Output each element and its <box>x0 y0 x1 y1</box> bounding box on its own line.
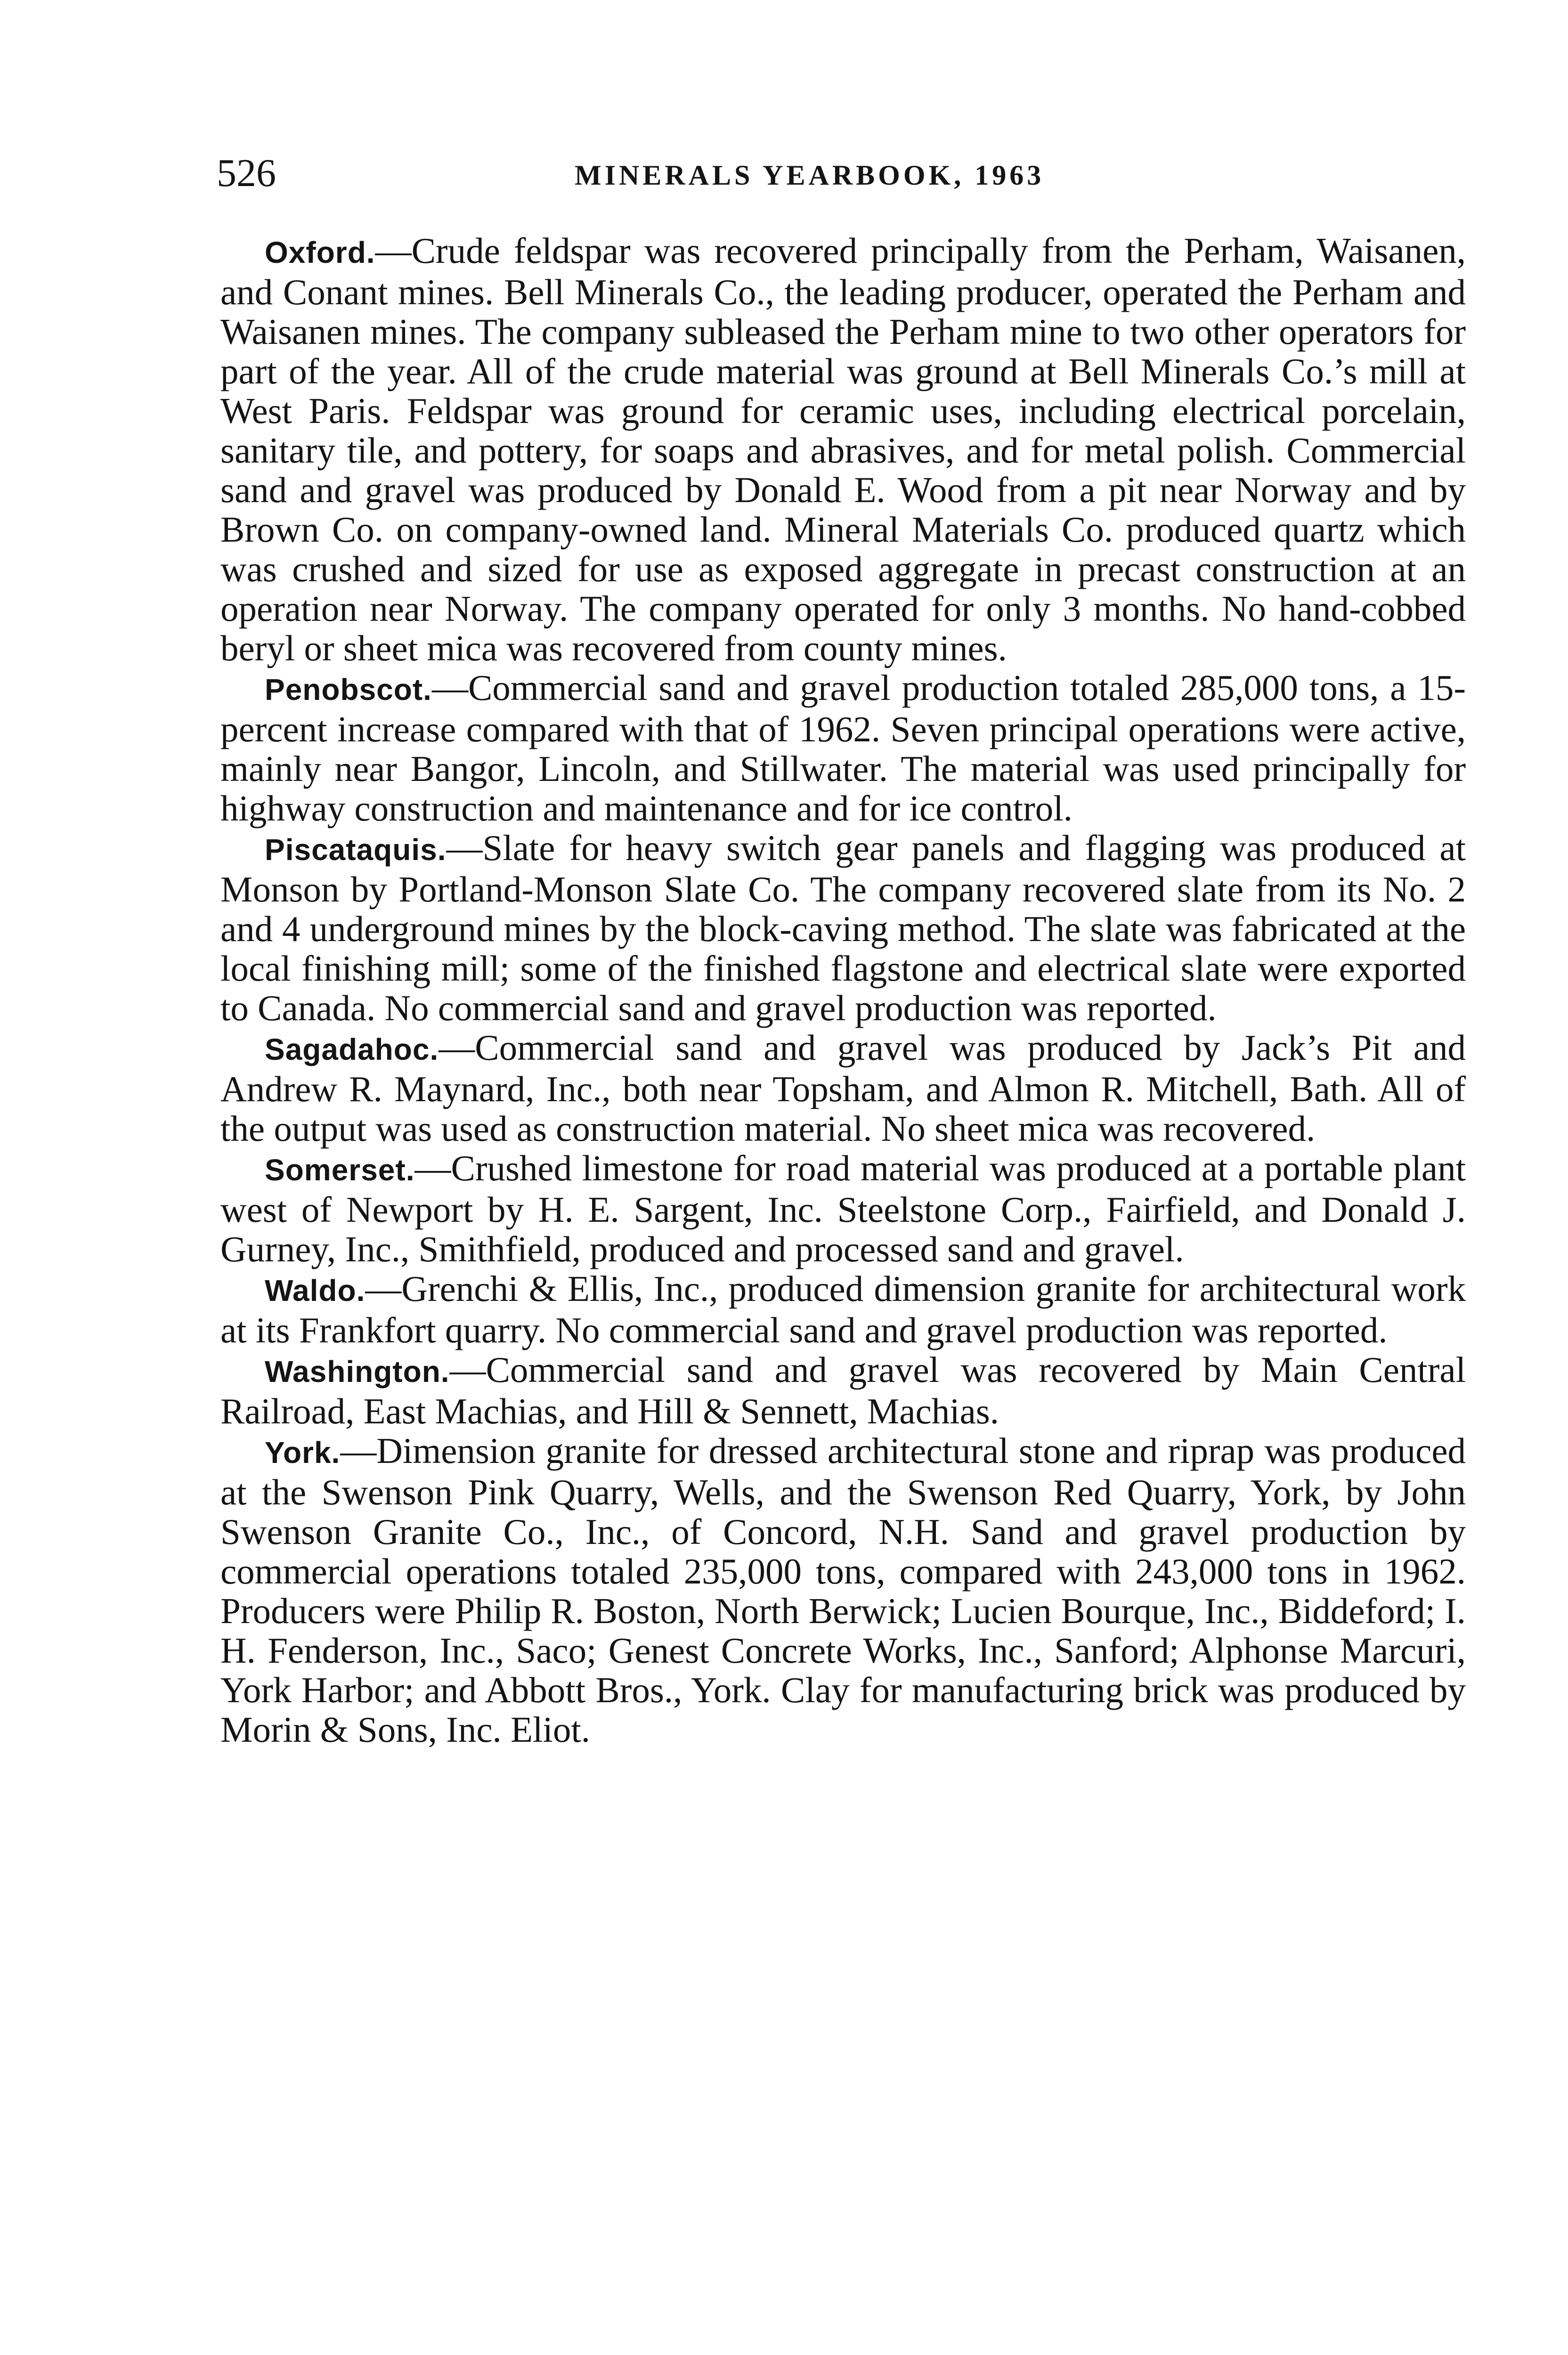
paragraph-text-york: —Dimension granite for dressed architectural stone and riprap was produced at the Swenson Pink Quarry, Wells, and the Swenson Red Quarry, York, by John Swenson Granite Co., Inc., of Concord, N.H. Sand and gravel production by commercial operations totaled 235,000 tons, compared with 243,000 tons in 1962. Producers were Philip R. Boston, North Berwick; Lucien Bourque, Inc., Biddeford; I. H. Fenderson, Inc., Saco; Genest Concrete Works, Inc., Sanford; Alphonse Marcuri, York Harbor; and Abbott Bros., York. Clay for manufacturing brick was produced by Morin & Sons, Inc. Eliot. <box>220 1430 1466 1750</box>
paragraph-waldo <box>220 1269 1466 1350</box>
running-title: MINERALS YEARBOOK, 1963 <box>575 160 1045 191</box>
paragraph-piscataquis <box>220 828 1466 1028</box>
paragraph-washington <box>220 1350 1466 1431</box>
county-heading-washington: Washington. <box>265 1355 450 1389</box>
running-head <box>217 150 1465 202</box>
paragraph-somerset <box>220 1148 1466 1269</box>
county-heading-penobscot: Penobscot. <box>265 673 432 706</box>
paragraph-text-sagadahoc: —Commercial sand and gravel was produced by Jack’s Pit and Andrew R. Maynard, Inc., both near Topsham, and Almon R. Mitchell, Bath. All of the output was used as construction material. No sheet mica was recovered. <box>220 1027 1466 1149</box>
county-heading-piscataquis: Piscataquis. <box>265 833 447 867</box>
county-heading-somerset: Somerset. <box>265 1153 415 1187</box>
paragraph-text-penobscot: —Commercial sand and gravel production totaled 285,000 tons, a 15-percent increase compared with that of 1962. Seven principal operations were active, mainly near Bangor, Lincoln, and Stillwater. The material was used principally for highway construction and maintenance and for ice control. <box>220 667 1466 828</box>
county-heading-oxford: Oxford. <box>265 236 375 269</box>
paragraph-text-somerset: —Crushed limestone for road material was produced at a portable plant west of Newport by H. E. Sargent, Inc. Steelstone Corp., Fairfield, and Donald J. Gurney, Inc., Smithfield, produced and processed sand and gravel. <box>220 1148 1466 1269</box>
paragraph-sagadahoc <box>220 1028 1466 1148</box>
body-text <box>220 231 1466 1749</box>
county-heading-york: York. <box>265 1436 341 1470</box>
paragraph-york <box>220 1431 1466 1749</box>
paragraph-text-oxford: —Crude feldspar was recovered principally from the Perham, Waisanen, and Conant mines. Bell Minerals Co., the leading producer, operated the Perham and Waisanen mines. The company subleased the Perham mine to two other operators for part of the year. All of the crude material was ground at Bell Minerals Co.’s mill at West Paris. Feldspar was ground for ceramic uses, including electrical porcelain, sanitary tile, and pottery, for soaps and abrasives, and for metal polish. Commercial sand and gravel was produced by Donald E. Wood from a pit near Norway and by Brown Co. on company-owned land. Mineral Materials Co. produced quartz which was crushed and sized for use as exposed aggregate in precast construction at an operation near Norway. The company operated for only 3 months. No hand-cobbed beryl or sheet mica was recovered from county mines. <box>220 230 1466 668</box>
paragraph-oxford <box>220 231 1466 668</box>
county-heading-waldo: Waldo. <box>265 1274 366 1307</box>
county-heading-sagadahoc: Sagadahoc. <box>265 1032 439 1066</box>
paragraph-text-piscataquis: —Slate for heavy switch gear panels and flagging was produced at Monson by Portland-Monson Slate Co. The company recovered slate from its No. 2 and 4 underground mines by the block-caving method. The slate was fabricated at the local finishing mill; some of the finished flagstone and electrical slate were exported to Canada. No commercial sand and gravel production was reported. <box>220 828 1466 1028</box>
paragraph-text-washington: —Commercial sand and gravel was recovered by Main Central Railroad, East Machias, and Hill & Sennett, Machias. <box>220 1349 1466 1431</box>
paragraph-text-waldo: —Grenchi & Ellis, Inc., produced dimension granite for architectural work at its Frankfort quarry. No commercial sand and gravel production was reported. <box>220 1268 1466 1350</box>
page-number: 526 <box>217 151 276 195</box>
paragraph-penobscot <box>220 668 1466 828</box>
